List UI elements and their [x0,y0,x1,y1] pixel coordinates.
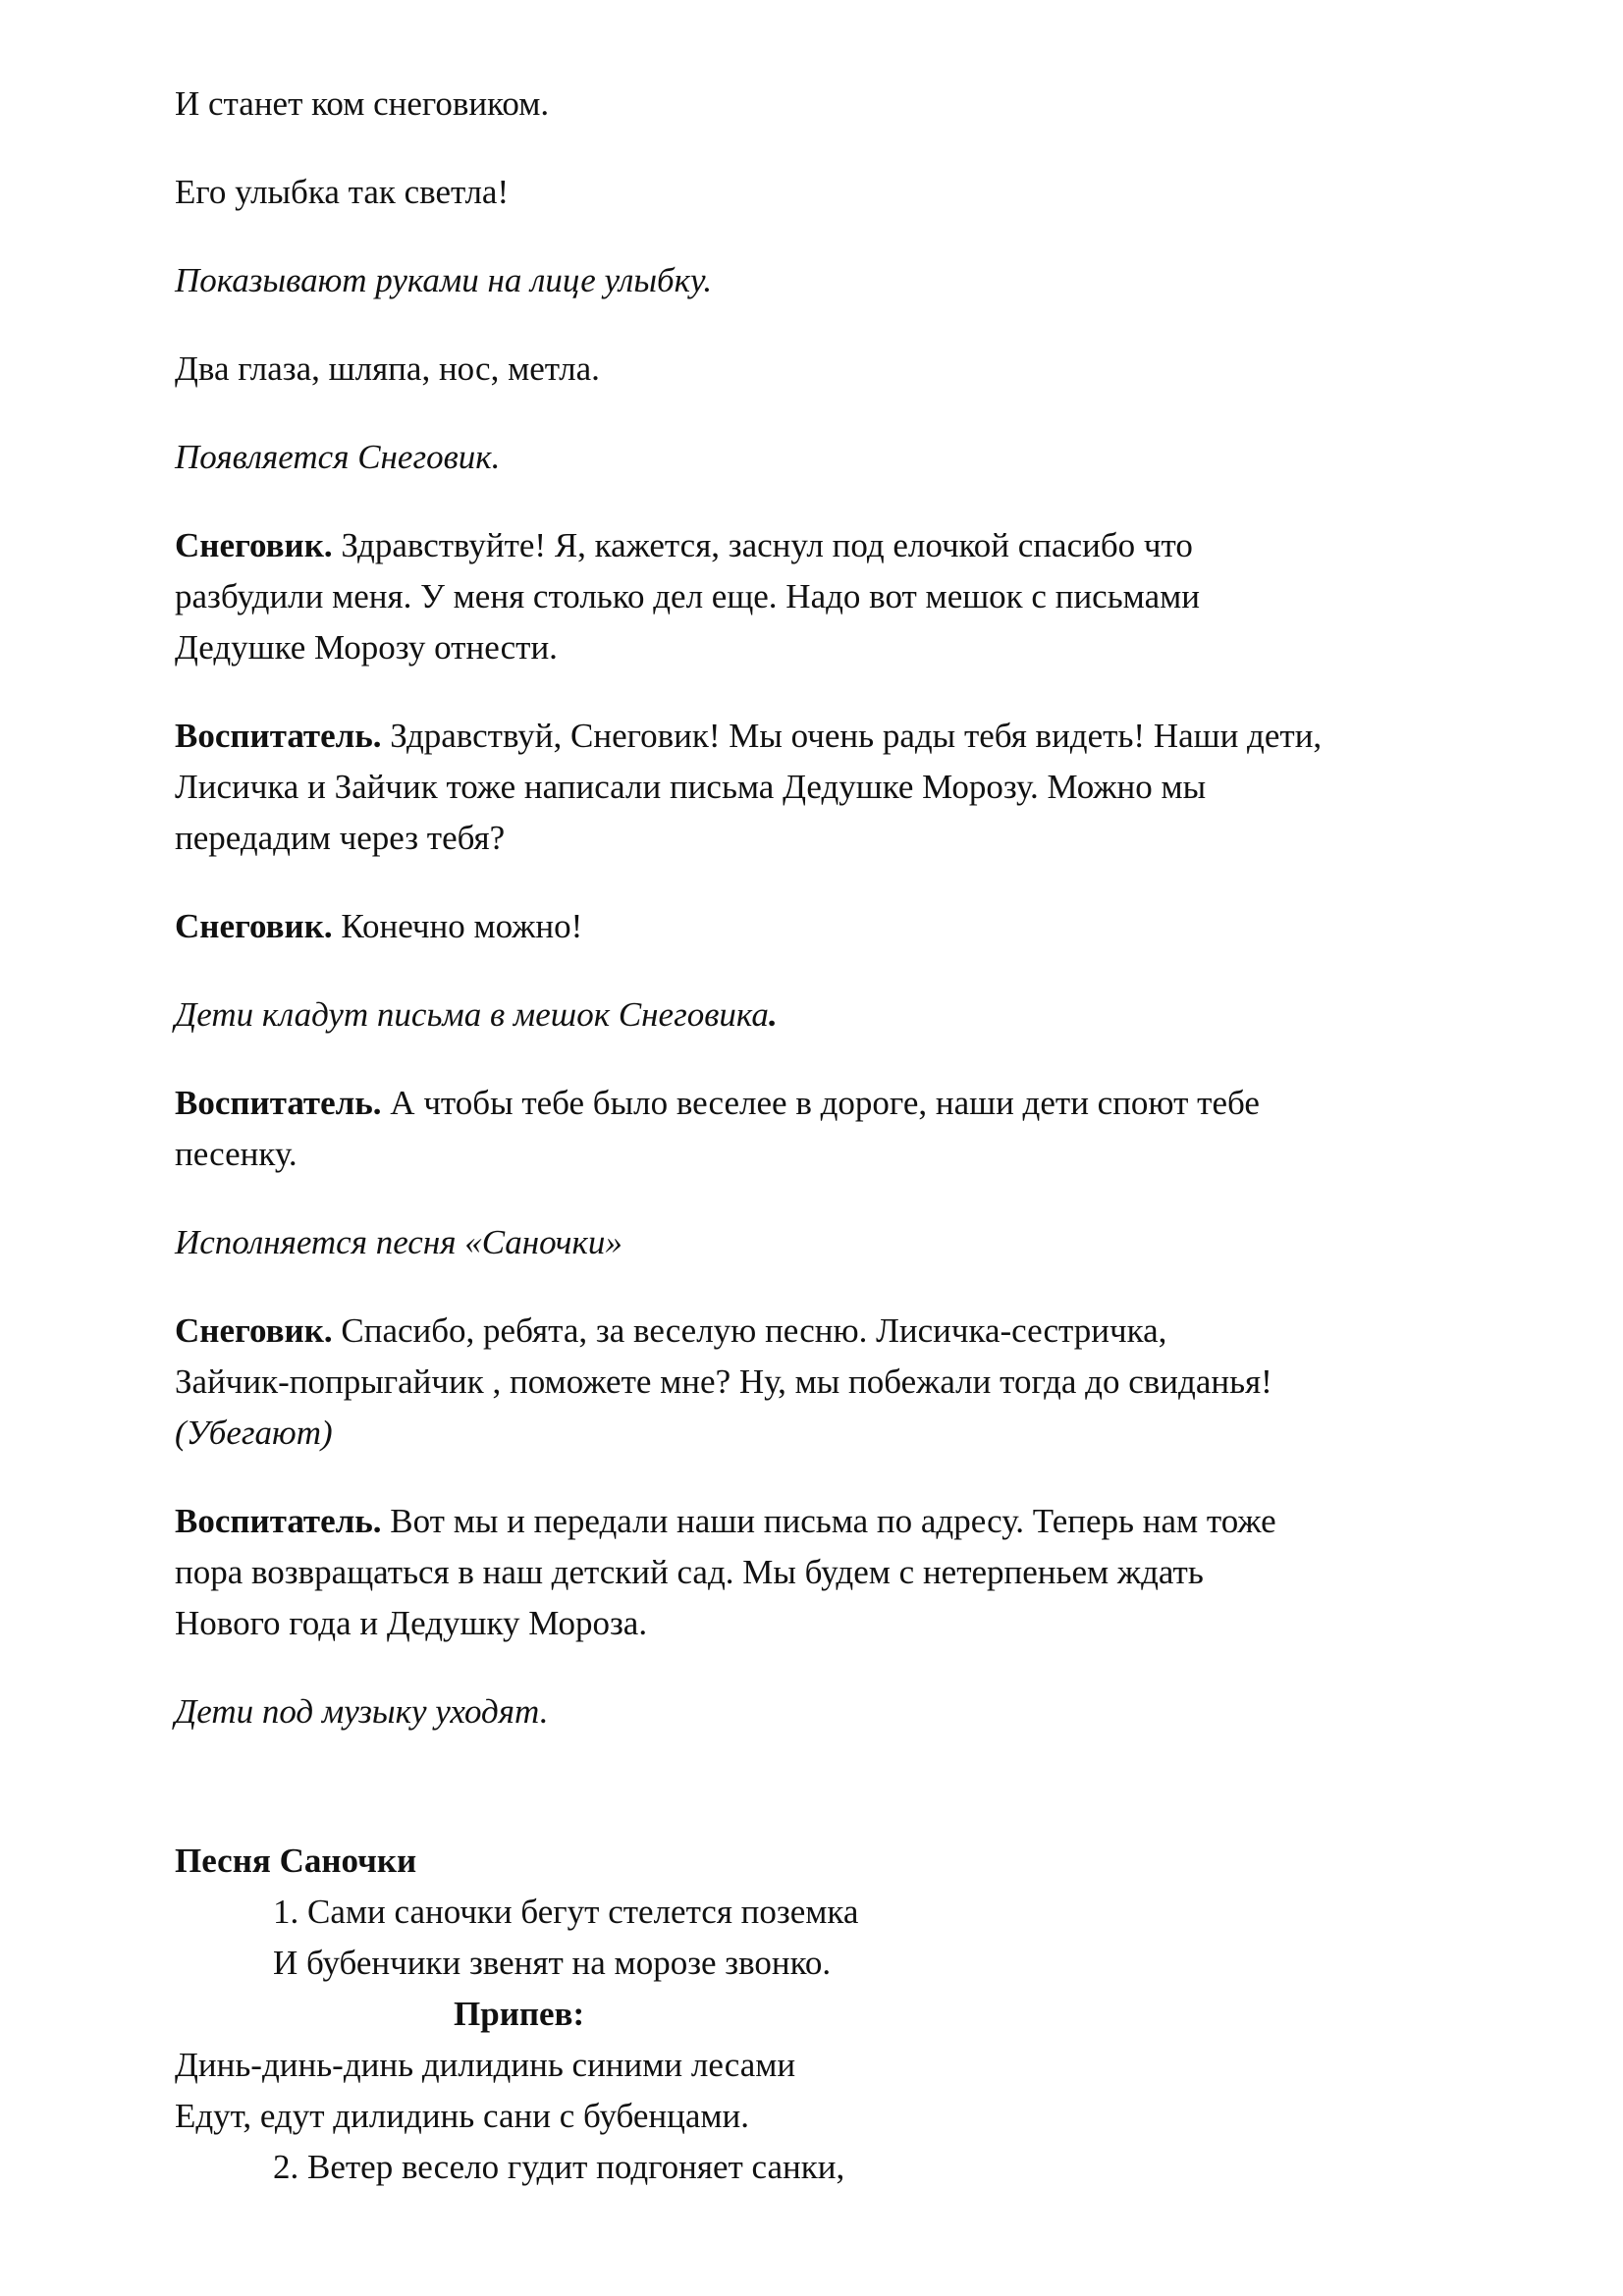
song-title: Песня Саночки [175,1842,417,1880]
dialogue-line: Дедушке Морозу отнести. [175,628,558,667]
dialogue-line: Нового года и Дедушку Мороза. [175,1604,648,1642]
speaker-name: Снеговик. [175,907,333,945]
dialogue-line [175,1496,1276,1547]
stage-direction: Появляется Снеговик. [175,438,501,476]
poem-line: Его улыбка так светла! [175,173,510,211]
dialogue-line [175,1306,1166,1357]
song-line: 2. Ветер весело гудит подгоняет санки, [273,2148,845,2186]
speaker-name: Воспитатель. [175,1502,382,1540]
speaker-name: Воспитатель. [175,1084,382,1122]
stage-direction: Исполняется песня «Саночки» [175,1223,622,1261]
stage-direction: Показывают руками на лице улыбку. [175,261,713,299]
speaker-name: Снеговик. [175,526,333,564]
dialogue-line [175,711,1322,762]
song-line: Едут, едут дилидинь сани с бубенцами. [175,2097,750,2135]
dialogue-text: А чтобы тебе было веселее в дороге, наши дети споют тебе [381,1084,1260,1122]
dialogue-text: Здравствуй, Снеговик! Мы очень рады тебя видеть! Наши дети, [381,717,1323,755]
stage-direction: Дети кладут письма в мешок Снеговика. [175,995,778,1034]
chorus-label: Припев: [454,1995,585,2033]
dialogue-line: пора возвращаться в наш детский сад. Мы будем с нетерпеньем ждать [175,1553,1204,1591]
poem-line: И станет ком снеговиком. [175,84,550,123]
poem-line: Два глаза, шляпа, нос, метла. [175,349,600,388]
dialogue-text: Здравствуйте! Я, кажется, заснул под елочкой спасибо что [332,526,1193,564]
dialogue-text: Вот мы и передали наши письма по адресу. Теперь нам тоже [381,1502,1276,1540]
song-line: Динь-динь-динь дилидинь синими лесами [175,2046,796,2084]
dialogue-line: передадим через тебя? [175,819,506,857]
dialogue-text: Спасибо, ребята, за веселую песню. Лисичка-сестричка, [332,1311,1167,1350]
dialogue-line [175,520,1193,571]
speaker-name: Снеговик. [175,1311,333,1350]
song-line: 1. Сами саночки бегут стелется поземка [273,1893,859,1931]
dialogue-line: Лисичка и Зайчик тоже написали письма Дедушке Морозу. Можно мы [175,768,1207,806]
dialogue-line [175,1078,1260,1129]
dialogue-line: Зайчик-попрыгайчик , поможете мне? Ну, мы побежали тогда до свиданья! [175,1362,1272,1401]
speaker-name: Воспитатель. [175,717,382,755]
stage-direction: Дети под музыку уходят. [175,1692,549,1731]
stage-direction: (Убегают) [175,1414,333,1452]
dialogue-line [175,901,582,952]
song-line: И бубенчики звенят на морозе звонко. [273,1944,832,1982]
dialogue-line: песенку. [175,1135,298,1173]
dialogue-text: Конечно можно! [332,907,583,945]
dialogue-line: разбудили меня. У меня столько дел еще. Надо вот мешок с письмами [175,577,1201,615]
